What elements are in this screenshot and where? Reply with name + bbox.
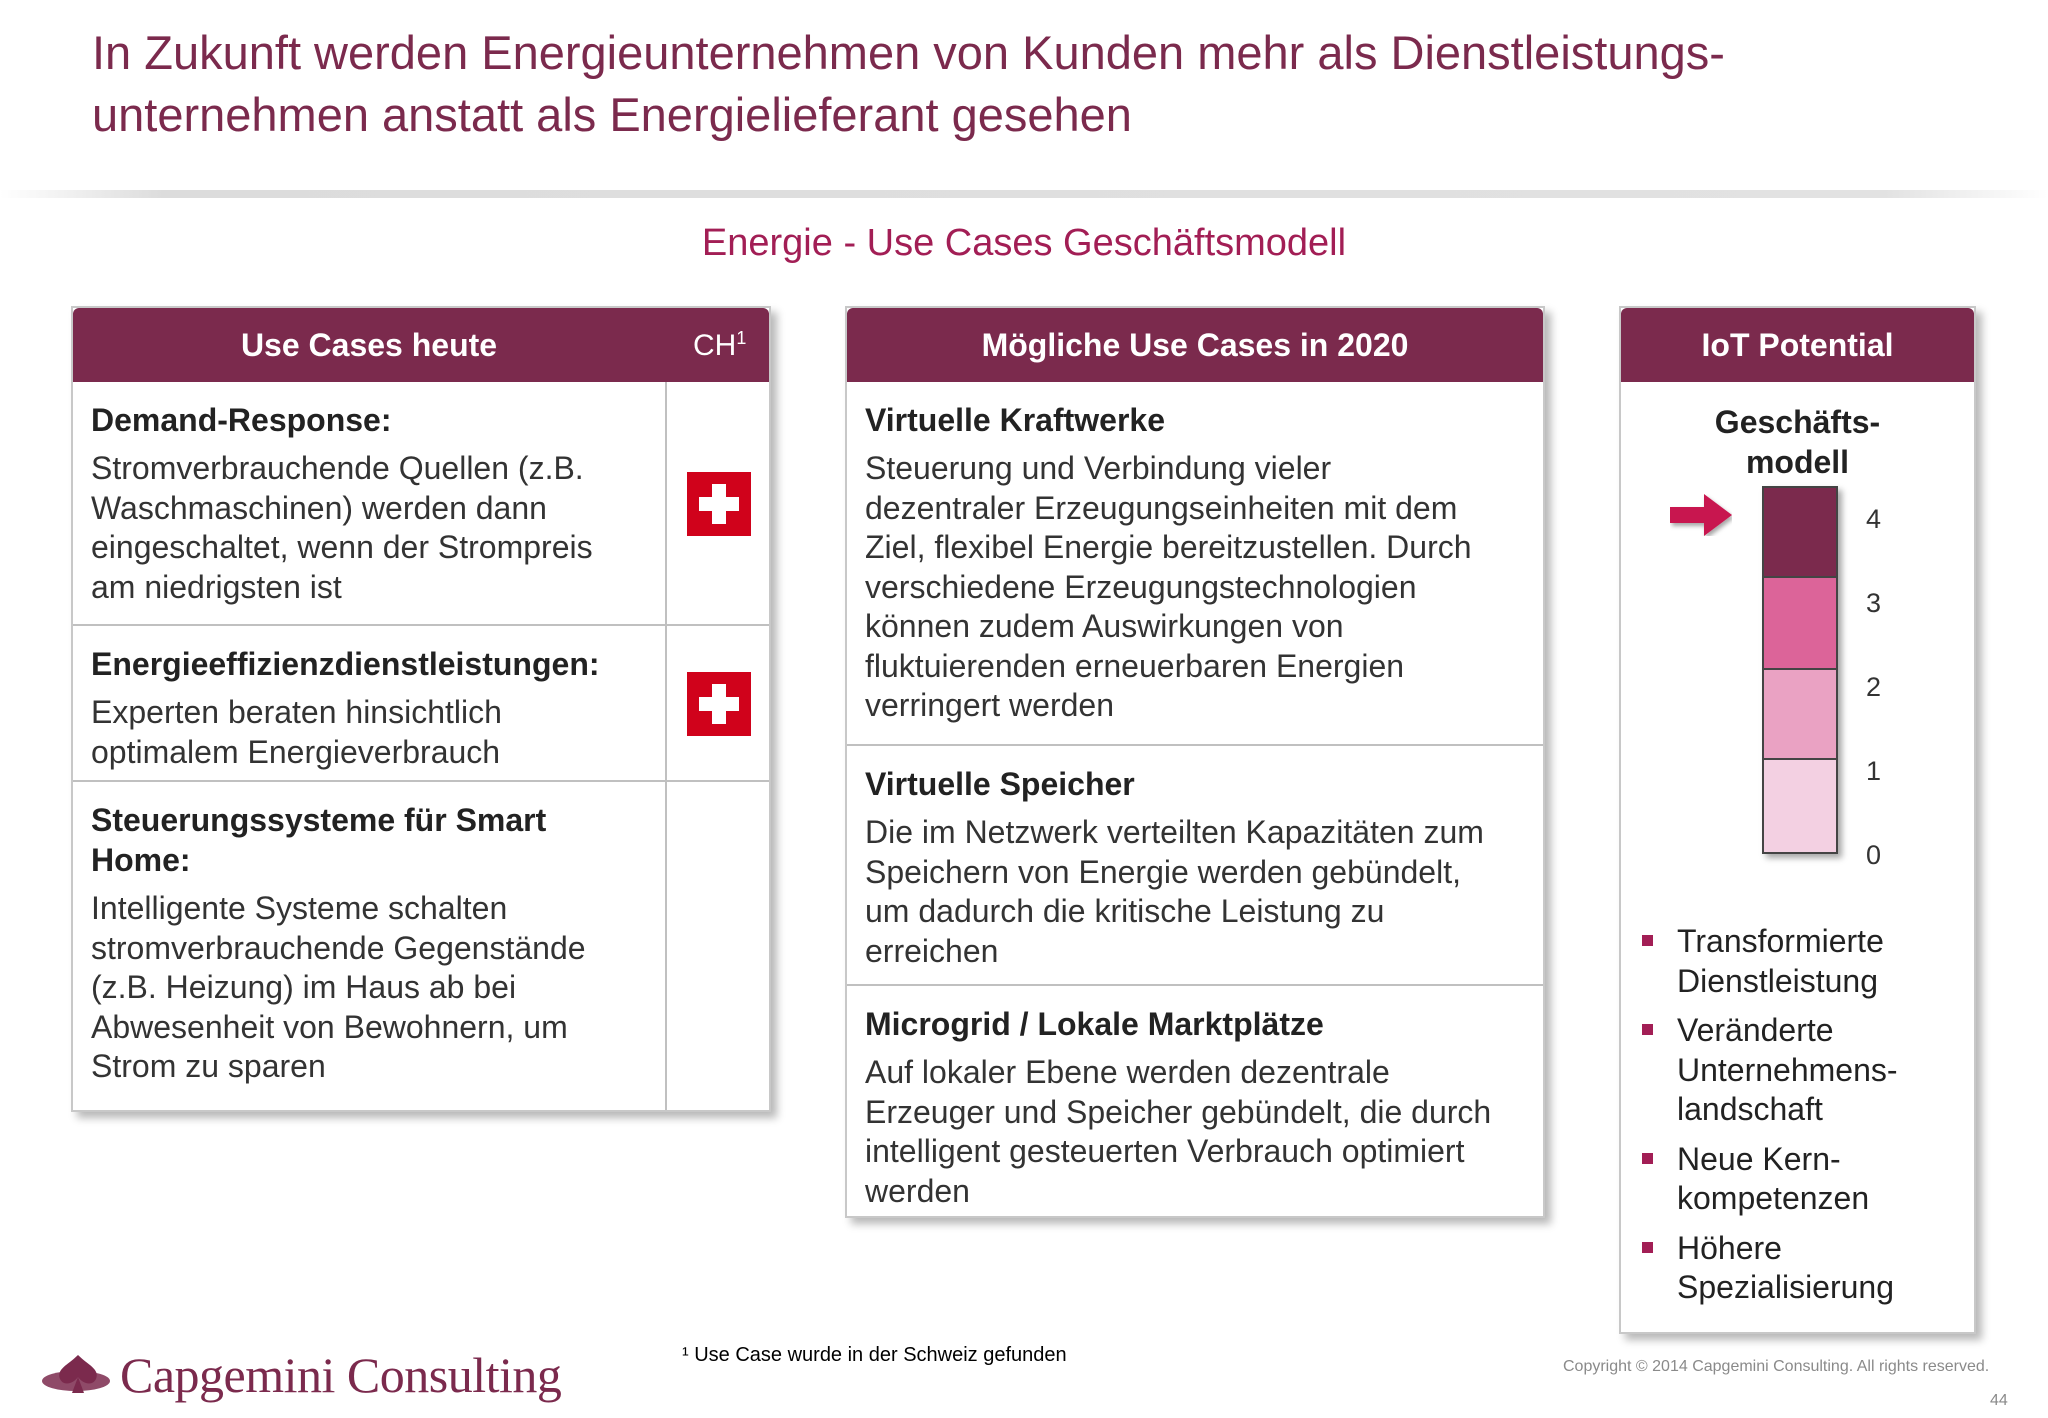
gauge-segment-1 [1762,760,1838,854]
iot-potential-header [1621,308,1974,382]
use-case-description: Intelligente Systeme schalten stromverbrauchende Gegenstände (z.B. Heizung) im Haus ab bei Abwesenheit von Bewohnern, um Strom zu sparen [91,890,586,1084]
page-number: 44 [1990,1392,2008,1409]
column-divider [665,382,667,1110]
page-title [92,22,1972,146]
copyright: Copyright © 2014 Capgemini Consulting. All rights reserved. [1563,1358,1990,1375]
capgemini-logo [38,1340,561,1410]
iot-bullet-list [1639,922,1969,1318]
use-cases-2020-panel [845,306,1545,1218]
page-title-line-1: In Zukunft werden Energieunternehmen von Kunden mehr als Dienstleistungs- [92,26,1725,79]
list-item: Transformierte Dienstleistung [1639,922,1969,1001]
list-item: Höhere Spezialisierung [1639,1229,1969,1308]
title-divider [0,190,2048,198]
use-case-description: Auf lokaler Ebene werden dezentrale Erzeuger und Speicher gebündelt, die durch intelligent gesteuerten Verbrauch optimiert werden [865,1054,1492,1209]
spade-logo-icon [38,1347,118,1403]
gauge-tick-1: 1 [1866,756,1882,786]
use-case-title: Microgrid / Lokale Marktplätze [865,1006,1324,1042]
use-case-title: Demand-Response: [91,402,392,438]
list-item: Veränderte Unternehmens- landschaft [1639,1011,1969,1130]
use-case-description: Die im Netzwerk verteilten Kapazitäten zum Speichern von Energie werden gebündelt, um dadurch die kritische Leistung zu erreichen [865,814,1484,969]
use-case-energy-efficiency [91,644,600,772]
use-case-title: Steuerungssysteme für Smart Home: [91,802,547,878]
iot-potential-panel [1619,306,1976,1334]
iot-potential-title: IoT Potential [1701,326,1894,363]
logo-wordmark: Capgemini Consulting [120,1347,562,1403]
row-divider [73,624,769,626]
arrow-right-icon [1670,494,1732,536]
use-cases-2020-title: Mögliche Use Cases in 2020 [981,326,1409,363]
gauge-label: Geschäfts- modell [1714,404,1881,480]
use-cases-today-title: Use Cases heute [240,326,498,363]
swiss-flag-icon [687,672,751,736]
page-title-line-2: unternehmen anstatt als Energielieferant gesehen [92,88,1132,141]
use-cases-today-panel [71,306,771,1112]
use-case-demand-response [91,400,593,607]
gauge-tick-0: 0 [1866,840,1882,870]
use-case-virtual-power-plants [865,400,1472,726]
use-case-title: Virtuelle Kraftwerke [865,402,1165,438]
footnote-marker: 1 [736,327,747,348]
section-subtitle: Energie - Use Cases Geschäftsmodell [701,222,1347,264]
gauge-segment-2 [1762,670,1838,760]
swiss-flag-icon [687,472,751,536]
footnote: ¹ Use Case wurde in der Schweiz gefunden [682,1344,1067,1366]
use-case-title: Virtuelle Speicher [865,766,1135,802]
use-case-microgrid [865,1004,1491,1211]
row-divider [847,744,1543,746]
use-cases-2020-header [847,308,1543,382]
gauge-tick-3: 3 [1866,588,1882,618]
use-case-virtual-storage [865,764,1484,971]
row-divider [847,984,1543,986]
gauge-tick-4: 4 [1866,504,1882,534]
use-case-description: Steuerung und Verbindung vieler dezentraler Erzeugungseinheiten mit dem Ziel, flexibel Energie bereitzustellen. Durch verschiedene Erzeugungstechnologien können zudem Auswirkungen von fluktuierenden erneuerbaren Energien verringert werden [865,450,1472,723]
gauge-tick-2: 2 [1866,672,1882,702]
row-divider [73,780,769,782]
ch-column-label: $CH^1$ [693,327,747,362]
use-cases-today-header [73,308,769,382]
use-case-description: Stromverbrauchende Quellen (z.B. Waschmaschinen) werden dann eingeschaltet, wenn der Strompreis am niedrigsten ist [91,450,593,605]
list-item: Neue Kern- kompetenzen [1639,1140,1969,1219]
gauge-segment-3 [1762,578,1838,670]
use-case-smart-home [91,800,586,1087]
use-case-description: Experten beraten hinsichtlich optimalem Energieverbrauch [91,694,502,770]
gauge-segment-4 [1762,486,1838,578]
use-case-title: Energieeffizienzdienstleistungen: [91,646,600,682]
